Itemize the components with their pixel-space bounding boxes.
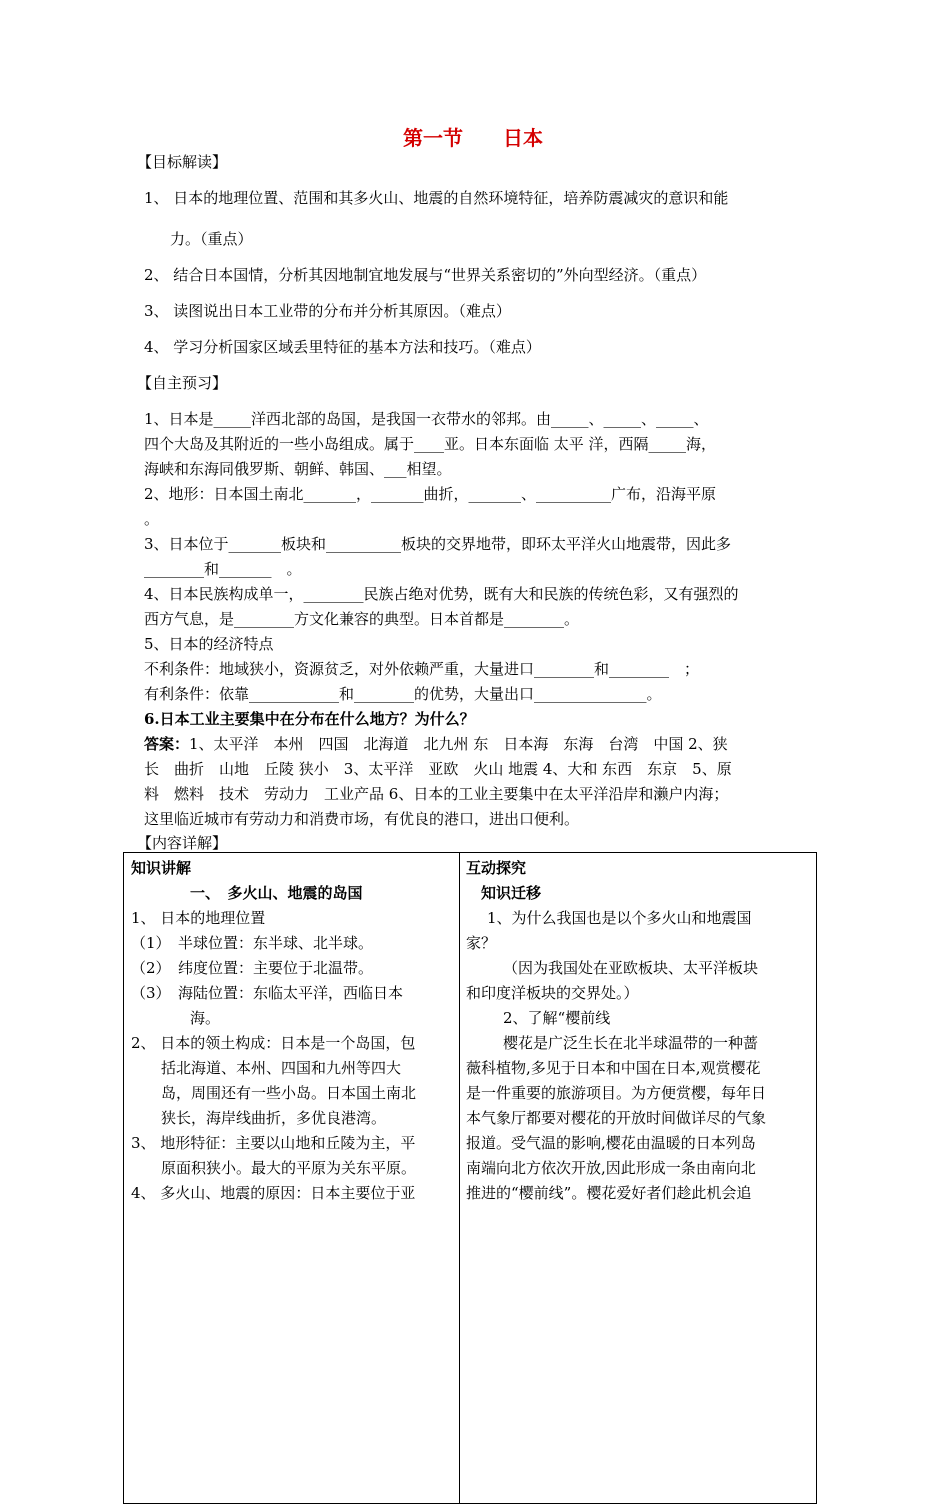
preview-1: 1、日本是_____洋西北部的岛国，是我国一衣带水的邻邦。由_____、_____、_____、 [144,410,709,428]
interactive-line: 南端向北方依次开放,因此形成一条由南向北 [466,1159,756,1177]
knowledge-subheading: 一、 多火山、地震的岛国 [190,884,363,902]
objective-1: 1、 日本的地理位置、范围和其多火山、地震的自然环境特征，培养防震减灾的意识和能 [144,189,729,207]
knowledge-line: 原面积狭小。最大的平原为关东平原。 [161,1159,417,1177]
knowledge-header: 知识讲解 [131,859,192,877]
knowledge-line: 3、 地形特征：主要以山地和丘陵为主，平 [131,1134,416,1152]
knowledge-line: 1、 日本的地理位置 [131,909,266,927]
interactive-line: 和印度洋板块的交界处。） [466,984,639,1002]
answer-line-4: 这里临近城市有劳动力和消费市场，有优良的港口，进出口便利。 [144,810,580,828]
knowledge-line: 2、 日本的领土构成：日本是一个岛国，包 [131,1034,416,1052]
preview-4b: 西方气息，是________方文化兼容的典型。日本首都是________。 [144,610,580,628]
preview-3b: ________和_______ 。 [144,560,302,578]
interactive-column [460,853,817,1504]
answer-text-1: 1、太平洋 本州 四国 北海道 北九州 东 日本海 东海 台湾 中国 2、狭 [189,735,728,753]
interactive-line: 家？ [466,934,497,952]
interactive-line: 樱花是广泛生长在北半球温带的一种蔷 [503,1034,759,1052]
knowledge-line: 狭长，海岸线曲折，多优良港湾。 [161,1109,387,1127]
section-detail: 【内容详解】 [137,834,228,852]
preview-2b: 。 [144,510,160,528]
interactive-line: 薇科植物,多见于日本和中国在日本,观赏樱花 [466,1059,761,1077]
preview-1b: 四个大岛及其附近的一些小岛组成。属于____亚。日本东面临 太平 洋，西隔_____海， [144,435,717,453]
interactive-line: 1、为什么我国也是以个多火山和地震国 [487,909,752,927]
page-title: 第一节 日本 [403,126,543,150]
objective-3: 3、 读图说出日本工业带的分布并分析其原因。（难点） [144,302,511,320]
interactive-line: 推进的“樱前线”。樱花爱好者们趁此机会追 [466,1184,752,1202]
interactive-line: 是一件重要的旅游项目。为方便赏樱，每年日 [466,1084,767,1102]
section-preview: 【自主预习】 [137,374,228,392]
knowledge-line: （3） 海陆位置：东临太平洋，西临日本 [131,984,404,1002]
objective-1-cont: 力。（重点） [170,230,253,248]
preview-3: 3、日本位于_______板块和__________板块的交界地带，即环太平洋火山地震带，因此多 [144,535,732,553]
knowledge-line: 海。 [190,1009,221,1027]
knowledge-line: （2） 纬度位置：主要位于北温带。 [131,959,374,977]
answer-line-1 [144,735,728,753]
interactive-subheading: 知识迁移 [481,884,542,902]
knowledge-line: 4、 多火山、地震的原因：日本主要位于亚 [131,1184,416,1202]
interactive-line: 报道。受气温的影响,樱花由温暖的日本列岛 [466,1134,756,1152]
knowledge-line: 岛，周围还有一些小岛。日本国土南北 [161,1084,417,1102]
knowledge-line: （1） 半球位置：东半球、北半球。 [131,934,374,952]
answer-label: 答案： [144,735,190,753]
answer-line-2: 长 曲折 山地 丘陵 狭小 3、太平洋 亚欧 火山 地震 4、大和 东西 东京 5、原 [144,760,732,778]
preview-5: 5、日本的经济特点 [144,635,274,653]
preview-5a: 不利条件：地域狭小，资源贫乏，对外依赖严重，大量进口________和________ ； [144,660,700,678]
objective-4: 4、 学习分析国家区域丢里特征的基本方法和技巧。（难点） [144,338,541,356]
interactive-header: 互动探究 [466,859,527,877]
interactive-line: （因为我国处在亚欧板块、太平洋板块 [503,959,759,977]
knowledge-column [124,853,460,1504]
knowledge-line: 括北海道、本州、四国和九州等四大 [161,1059,402,1077]
preview-5b: 有利条件：依靠____________和________的优势，大量出口_______________。 [144,685,662,703]
preview-2: 2、地形：日本国土南北_______，_______曲折，_______、__________广布，沿海平原 [144,485,717,503]
interactive-line: 本气象厅都要对樱花的开放时间做详尽的气象 [466,1109,767,1127]
objective-2: 2、 结合日本国情，分析其因地制宜地发展与“世界关系密切的”外向型经济。（重点） [144,266,707,284]
section-objectives: 【目标解读】 [137,153,228,171]
answer-line-3: 料 燃料 技术 劳动力 工业产品 6、日本的工业主要集中在太平洋沿岸和濑户内海； [144,785,729,803]
preview-1c: 海峡和东海同俄罗斯、朝鲜、韩国、___相望。 [144,460,452,478]
question-6: 6.日本工业主要集中在分布在什么地方？为什么？ [144,710,475,728]
interactive-line: 2、了解“樱前线 [503,1009,611,1027]
detail-table [123,852,817,1504]
preview-4: 4、日本民族构成单一，________民族占绝对优势，既有大和民族的传统色彩，又有强烈的 [144,585,739,603]
